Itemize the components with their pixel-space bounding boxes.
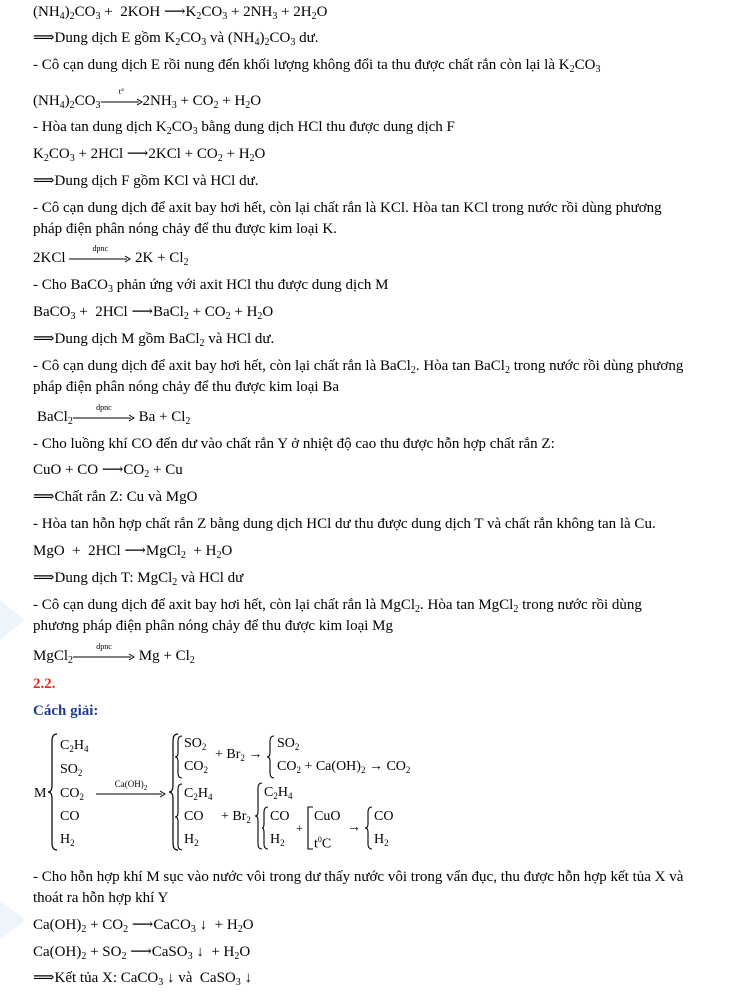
conclusion-line: ⟹Kết tủa X: CaCO$_3$ ↓ và CaSO$_3$ ↓: [33, 970, 252, 988]
text-line: - Cho hỗn hợp khí M sục vào nước vôi trong dư thấy nước vôi trong vẩn đục, thu được hỗn hợp kết tủa X và: [33, 869, 684, 885]
equation-line: $(NH_4)_2CO_3 + 2KOH$ $⟶K_2CO_3 + 2NH_3 + 2H_2O$: [33, 4, 328, 22]
scheme-gas: $C_2H_4$: [184, 786, 213, 802]
electrolysis-arrow: dpnc: [73, 653, 135, 661]
text-line: - Cô cạn dung dịch để axit bay hơi hết, còn lại chất rắn là MgCl$_2$. Hòa tan MgCl$_2$ trong nước rồi dùng: [33, 597, 642, 615]
text-line: thoát ra hỗn hợp khí Y: [33, 890, 169, 906]
equation-line: BaCO$_3$ + 2HCl ⟶BaCl$_2$ + $CO_2 + H_2O$: [33, 304, 274, 322]
equation-line: MgO + 2HCl ⟶MgCl$_2$ + $H_2O$: [33, 543, 233, 561]
scheme-gas: $C_2H_4$: [264, 785, 293, 801]
text-line: - Hòa tan hỗn hợp chất rắn Z bằng dung dịch HCl dư thu được dung dịch T và chất rắn không tan là Cu.: [33, 516, 656, 532]
scheme-brace: [266, 735, 275, 779]
equation-line: 2KCl dpnc $2K + Cl_2$: [33, 243, 189, 268]
text-line: - Cô cạn dung dịch để axit bay hơi hết, còn lại chất rắn là BaCl$_2$. Hòa tan BaCl$_2$ trong nước rồi dùng phương: [33, 358, 684, 376]
scheme-brace: [174, 735, 183, 779]
text-line: - Cho BaCO$_3$ phản ứng với axit HCl thu được dung dịch M: [33, 277, 389, 295]
scheme-gas: CO: [60, 809, 80, 824]
scheme-gas: $CO_2$: [60, 786, 84, 802]
caoh2-arrow: $Ca(OH)_2$: [96, 786, 166, 802]
section-heading: 2.2.: [33, 676, 56, 692]
text-line: pháp điện phân nóng chảy để thu được kim loại K.: [33, 221, 337, 237]
scheme-brace: [174, 783, 183, 851]
text-line: phương pháp điện phân nóng chảy để thu được kim loại Mg: [33, 618, 393, 634]
section-subheading: Cách giải:: [33, 703, 99, 719]
equation-line: MgCl$_2$ dpnc $Mg + Cl_2$: [33, 641, 195, 666]
scheme-arrow: →: [347, 820, 361, 835]
scheme-gas: $H_2$: [184, 832, 199, 848]
scheme-reaction: $CO_2 + Ca(OH)_2 \to CO_2$: [277, 759, 411, 775]
conclusion-line: ⟹Chất rắn Z: Cu và MgO: [33, 489, 198, 505]
scheme-brace: [47, 733, 59, 851]
equation-line: CuO + CO $⟶CO_2 + Cu$: [33, 462, 183, 480]
scheme-brace: [364, 806, 373, 850]
scheme-mixture-label: M: [34, 786, 47, 801]
electrolysis-arrow: dpnc: [69, 255, 131, 263]
conclusion-line: ⟹Dung dịch E gồm $K_2CO_3$ và $(NH_4)_2CO_3$ dư.: [33, 30, 319, 48]
equation-line: $Ca(OH)_2 + CO_2$ ⟶CaCO$_3$ ↓ + $H_2O$: [33, 917, 254, 935]
scheme-gas: $H_2$: [60, 832, 75, 848]
text-line: - Cho luồng khí CO đến dư vào chất rắn Y ở nhiệt độ cao thu được hỗn hợp chất rắn Z:: [33, 436, 555, 452]
conclusion-line: ⟹Dung dịch F gồm KCl và HCl dư.: [33, 173, 259, 189]
scheme-gas: CO: [374, 809, 394, 824]
text-line: - Cô cạn dung dịch để axit bay hơi hết, còn lại chất rắn là KCl. Hòa tan KCl trong nước rồi dùng phương: [33, 200, 662, 216]
scheme-reagent: + $Br_2$: [221, 809, 251, 825]
scheme-reagent: CuO: [314, 809, 341, 824]
text-line: - Hòa tan dung dịch $K_2CO_3$ bằng dung dịch HCl thu được dung dịch F: [33, 119, 455, 137]
text-line: - Cô cạn dung dịch E rồi nung đến khối lượng không đổi ta thu được chất rắn còn lại là $K_2CO_3$: [33, 57, 601, 75]
scheme-gas: CO: [184, 809, 204, 824]
scheme-reagent: $t^0C$: [314, 835, 332, 852]
scheme-gas: $SO_2$: [277, 736, 300, 752]
scheme-reagent: + $Br_2$ →: [215, 747, 263, 763]
equation-line: $(NH_4)_2CO_3$ t° $2NH_3 + CO_2 + H_2O$: [33, 86, 262, 111]
scheme-gas: $SO_2$: [60, 762, 83, 778]
heat-arrow: t°: [101, 98, 143, 106]
scheme-bracket: [306, 806, 314, 850]
scheme-gas: $CO_2$: [184, 759, 208, 775]
electrolysis-arrow: dpnc: [73, 414, 135, 422]
scheme-gas: $C_2H_4$: [60, 738, 89, 754]
equation-line: $K_2CO_3 + 2HCl$ ⟶2KCl + $CO_2 + H_2O$: [33, 146, 266, 164]
equation-line: $Ca(OH)_2 + SO_2$ ⟶CaSO$_3$ ↓ + $H_2O$: [33, 944, 251, 962]
text-line: pháp điện phân nóng chảy để thu được kim loại Ba: [33, 379, 339, 395]
conclusion-line: ⟹Dung dịch M gồm BaCl$_2$ và HCl dư.: [33, 331, 275, 349]
scheme-gas: $H_2$: [374, 832, 389, 848]
scheme-plus: +: [296, 821, 303, 835]
equation-line: BaCl$_2$ dpnc $Ba + Cl_2$: [37, 402, 191, 427]
scheme-brace: [261, 806, 269, 850]
conclusion-line: ⟹Dung dịch T: MgCl$_2$ và HCl dư: [33, 570, 244, 588]
scheme-gas: $SO_2$: [184, 736, 207, 752]
scheme-gas: CO: [270, 809, 290, 824]
scheme-gas: $H_2$: [270, 832, 285, 848]
